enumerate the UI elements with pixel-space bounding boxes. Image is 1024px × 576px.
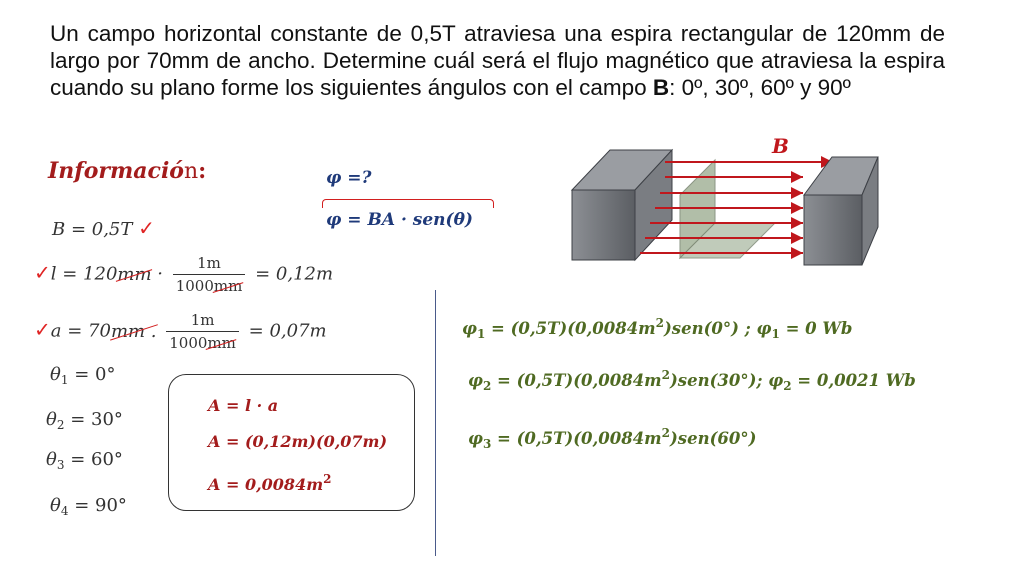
length-conversion: ✓l = 120mm · $\frac{1m}{1000mm}$ = 0,12m	[34, 254, 334, 295]
check-icon: ✓	[34, 260, 51, 285]
check-icon: ✓	[138, 216, 155, 240]
formula-bracket	[322, 199, 494, 208]
width-conversion: ✓a = 70mm . $\frac{1m}{1000mm}$ = 0,07m	[34, 311, 327, 352]
magnet-field-diagram	[560, 135, 890, 270]
theta-2: $\theta_2 = 30^\circ$	[46, 409, 123, 432]
left-magnet	[572, 150, 672, 260]
problem-statement: Un campo horizontal constante de 0,5T atraviesa una espira rectangular de 120mm de largo por 70mm de ancho. Determine cuál será el flujo magnético que atraviesa la espira cuando su plano forme los siguientes ángulos con el campo B: 0º, 30º, 60º y 90º	[50, 21, 945, 100]
field-label: B	[772, 135, 789, 158]
check-icon: ✓	[34, 317, 51, 342]
flux-result-3: $\varphi_3 = (0,5T)(0,0084m^2)sen(60^\circ)$	[468, 426, 757, 451]
right-magnet	[804, 157, 878, 265]
theta-1: $\theta_1 = 0^\circ$	[50, 364, 116, 387]
theta-4: $\theta_4 = 90^\circ$	[50, 495, 127, 518]
flux-result-2: $\varphi_2 = (0,5T)(0,0084m^2)sen(30^\circ)$; $\varphi_2 = 0,0021$ Wb	[468, 368, 916, 393]
vertical-divider	[435, 290, 436, 556]
field-symbol: B	[652, 75, 670, 100]
unknown-flux: φ =?	[326, 168, 372, 188]
area-substitution: A = (0,12m)(0,07m)	[208, 432, 388, 451]
b-value: B = 0,5T ✓	[52, 216, 155, 240]
flux-result-1: $\varphi_1 = (0,5T)(0,0084m^2)sen(0^\circ)$ ; $\varphi_1 = 0$ Wb	[462, 316, 853, 341]
flux-formula: φ = BA · sen(θ)	[326, 210, 473, 230]
area-formula: A = l · a	[208, 396, 279, 415]
theta-3: $\theta_3 = 60^\circ$	[46, 449, 123, 472]
info-title: Información:	[48, 158, 207, 184]
area-result: $A = 0,0084m^2$	[208, 472, 332, 494]
